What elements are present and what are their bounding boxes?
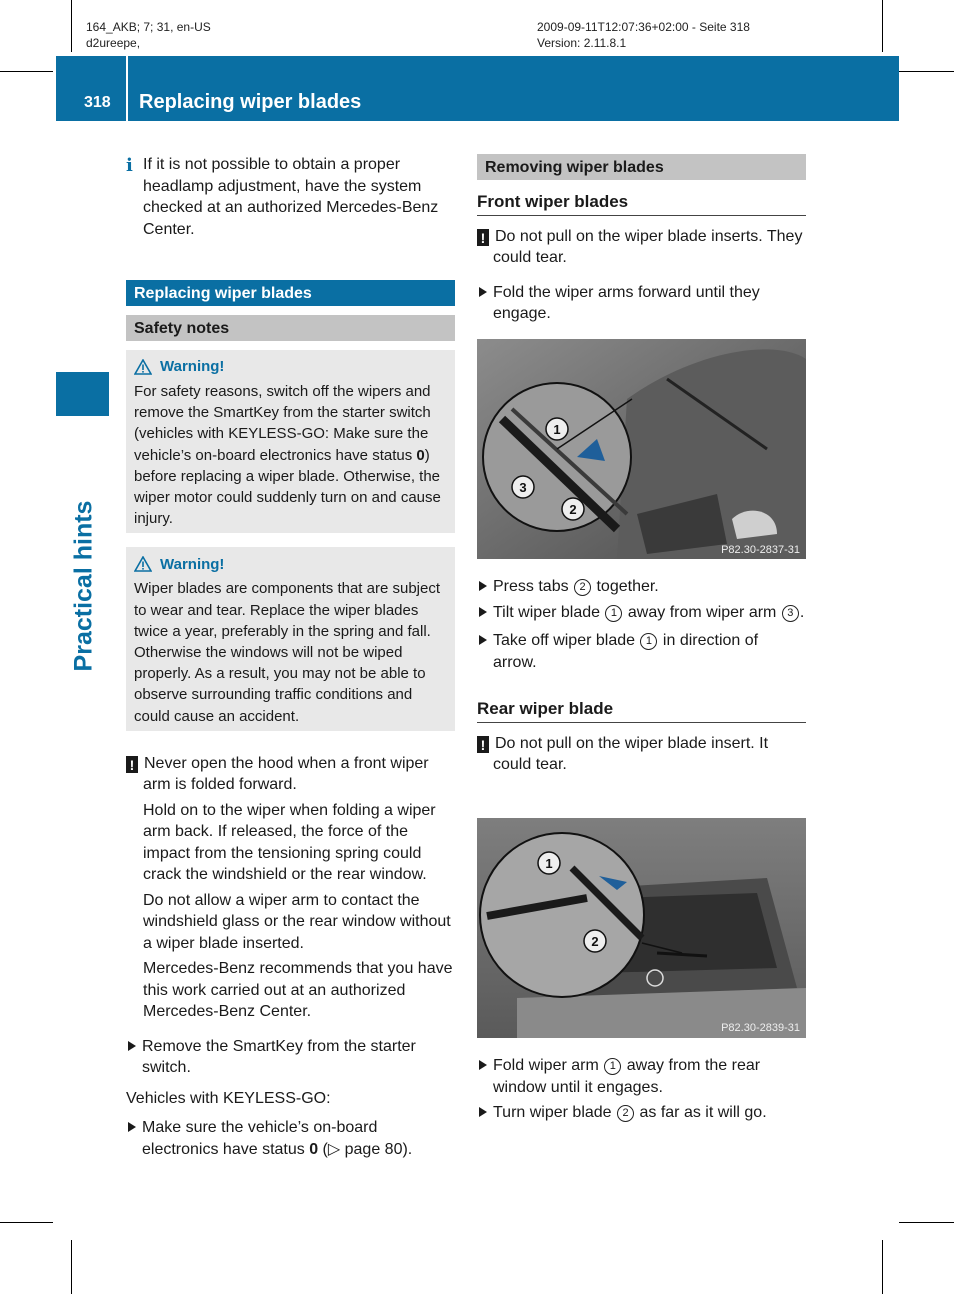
subsection-heading: Safety notes: [126, 315, 455, 341]
step-item: Remove the SmartKey from the starter switch.: [126, 1036, 455, 1079]
print-meta-right: 2009-09-11T12:07:36+02:00 - Seite 318 Version: 2.11.8.1: [537, 20, 750, 50]
warning-triangle-icon: [134, 556, 152, 572]
subsection-heading: Rear wiper blade: [477, 698, 806, 723]
right-column-steps: [477, 576, 806, 776]
crop-mark: [882, 1240, 883, 1294]
warning-text: Wiper blades are components that are subject to wear and tear. Replace the wiper blades twice a year, preferably in the spring and fall. Otherwise the windows will not be wiped properly. As a result, you may not be able to observe surrounding traffic conditions and could cause an accident.: [134, 580, 440, 725]
photo-code: P82.30-2839-31: [721, 1022, 800, 1034]
front-wiper-photo: [477, 339, 806, 559]
front-wiper-illustration: [477, 339, 806, 559]
callout-2: 2: [591, 934, 599, 949]
crop-mark: [0, 71, 53, 72]
callout-3-glyph: 3: [782, 605, 799, 622]
step-item: Fold wiper arm 1 away from the rear window until it engages.: [477, 1055, 806, 1098]
sidebar-tab: [56, 372, 109, 416]
print-meta-left: 164_AKB; 7; 31, en-US d2ureepe,: [86, 20, 211, 50]
step-item: Take off wiper blade 1 in direction of arrow.: [477, 630, 806, 673]
right-column-rear-steps: [477, 1055, 806, 1124]
exclamation-icon: !: [126, 756, 138, 773]
callout-3: 3: [519, 480, 527, 495]
exclamation-icon: !: [477, 229, 489, 246]
warning-triangle-icon: [134, 359, 152, 375]
callout-1: 1: [545, 856, 553, 871]
step-item: Tilt wiper blade 1 away from wiper arm 3 .: [477, 602, 806, 624]
callout-1-glyph: 1: [640, 633, 657, 650]
callout-1-glyph: 1: [605, 605, 622, 622]
rear-wiper-photo: [477, 818, 806, 1038]
warning-box: [126, 350, 455, 533]
photo-code: P82.30-2837-31: [721, 544, 800, 556]
callout-2-glyph: 2: [574, 579, 591, 596]
step-item: Turn wiper blade 2 as far as it will go.: [477, 1102, 806, 1124]
page-number: 318: [84, 94, 111, 111]
callout-1-glyph: 1: [604, 1058, 621, 1075]
header-divider: [126, 56, 128, 121]
callout-1: 1: [553, 422, 561, 437]
right-column: [477, 154, 806, 325]
warning-text: For safety reasons, switch off the wipers and remove the SmartKey from the starter switch (vehicles with KEYLESS-GO: Make sure the vehicle’s on-board electronics have status 0) before replacing a wiper blade. Otherwise, the wiper motor could suddenly turn on and cause injury.: [134, 383, 441, 528]
step-item: Make sure the vehicle’s on-board electronics have status 0 (▷ page 80).: [126, 1117, 455, 1160]
step-item: Fold the wiper arms forward until they engage.: [477, 282, 806, 325]
callout-2: 2: [569, 502, 577, 517]
crop-mark: [0, 1222, 53, 1223]
notice-paragraph: ! Never open the hood when a front wiper arm is folded forward.: [126, 753, 455, 796]
crop-mark: [882, 0, 883, 52]
warning-box: [126, 547, 455, 730]
info-icon: i: [126, 155, 133, 176]
warning-heading: Warning!: [134, 553, 447, 575]
page-title: Replacing wiper blades: [139, 91, 362, 113]
notice-paragraph: Do not allow a wiper arm to contact the windshield glass or the rear window without a wiper blade inserted.: [143, 891, 451, 952]
vehicles-label: Vehicles with KEYLESS-GO:: [126, 1089, 331, 1107]
subsection-heading: Front wiper blades: [477, 191, 806, 216]
crop-mark: [899, 71, 954, 72]
crop-mark: [71, 0, 72, 52]
section-tab-label: Practical hints: [69, 500, 98, 672]
notice-paragraph: Hold on to the wiper when folding a wiper arm back. If released, the force of the impact from the tensioning spring could crack the windshield or the rear window.: [143, 801, 436, 884]
info-note: i If it is not possible to obtain a proper headlamp adjustment, have the system checked at an authorized Mercedes-Benz Center.: [126, 155, 439, 238]
step-item: Press tabs 2 together.: [477, 576, 806, 598]
section-heading: Removing wiper blades: [477, 154, 806, 180]
exclamation-icon: !: [477, 736, 489, 753]
rear-wiper-illustration: [477, 818, 806, 1038]
notice-paragraph: ! Do not pull on the wiper blade insert. It could tear.: [477, 733, 806, 776]
page-header: [56, 56, 899, 121]
notice-block: [126, 753, 455, 1023]
callout-2-glyph: 2: [617, 1105, 634, 1122]
notice-paragraph: ! Do not pull on the wiper blade inserts. They could tear.: [477, 226, 806, 269]
warning-heading: Warning!: [134, 356, 447, 378]
notice-paragraph: Mercedes-Benz recommends that you have this work carried out at an authorized Mercedes-Benz Center.: [143, 960, 453, 1021]
crop-mark: [71, 1240, 72, 1294]
left-column: [126, 154, 455, 1160]
crop-mark: [899, 1222, 954, 1223]
section-heading: Replacing wiper blades: [126, 280, 455, 306]
